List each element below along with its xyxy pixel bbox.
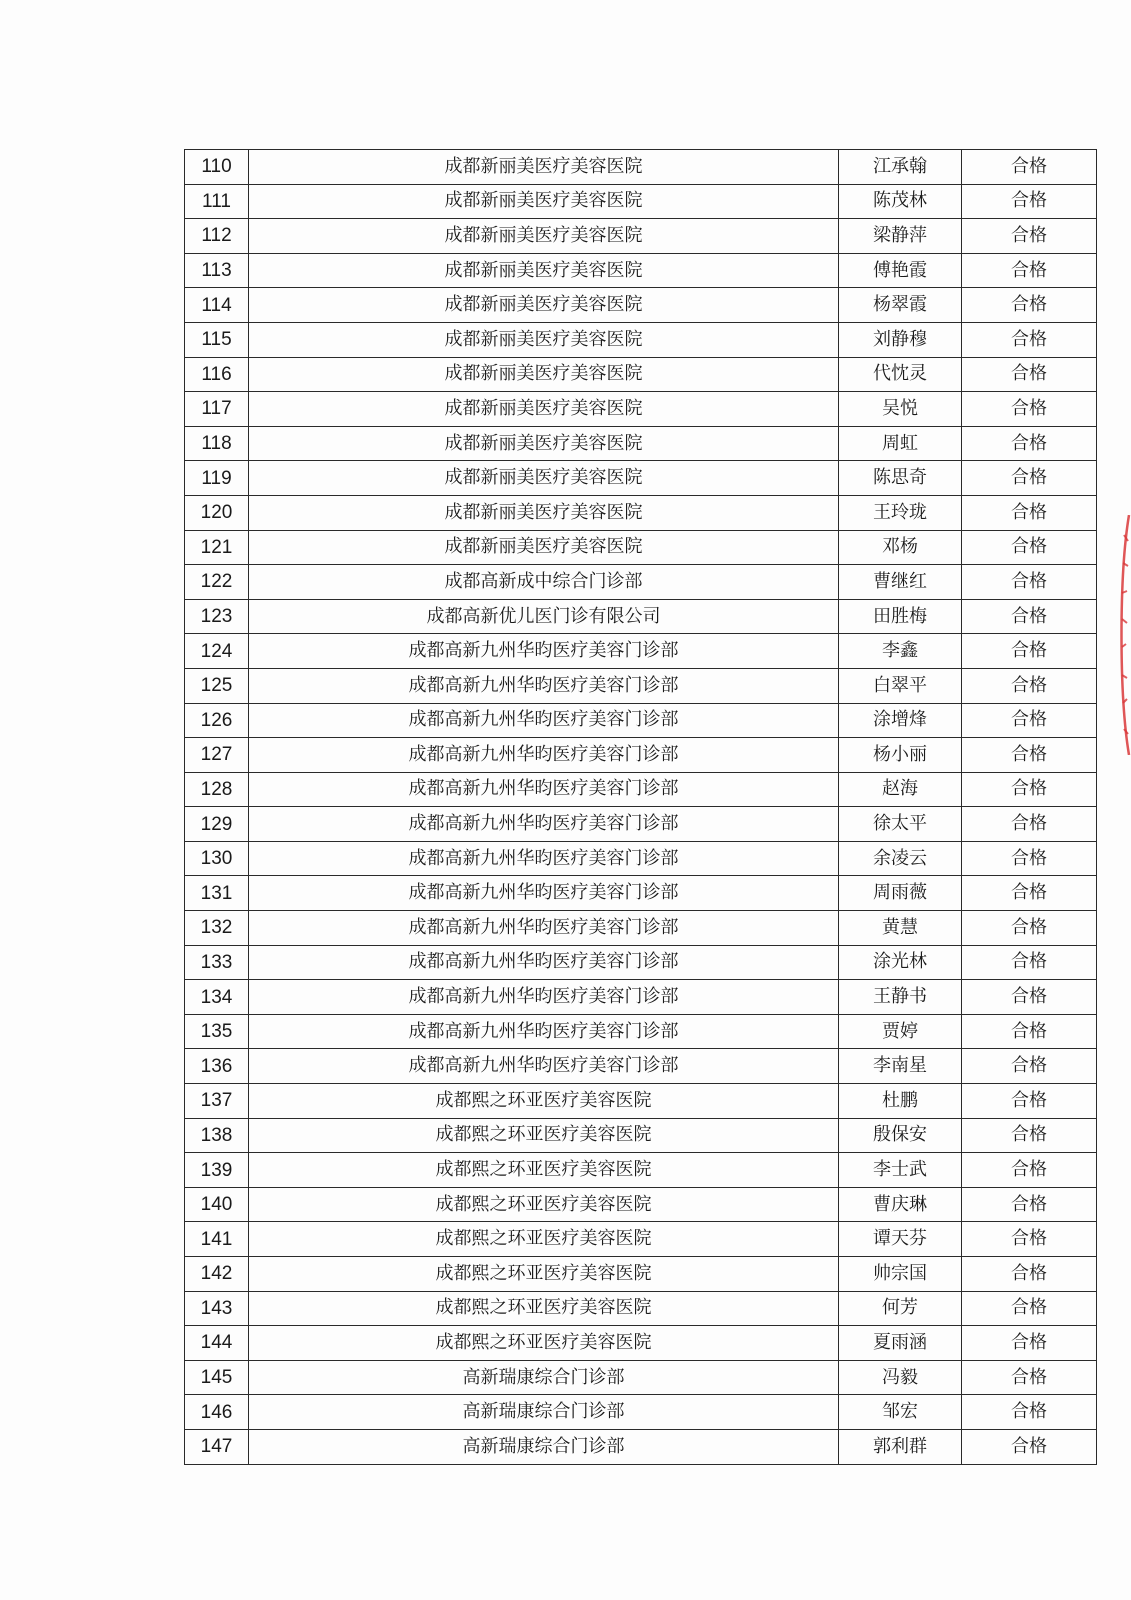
person-name-cell: 涂光林 (839, 945, 962, 980)
person-name-cell: 帅宗国 (839, 1257, 962, 1292)
person-name-cell: 江承翰 (839, 150, 962, 185)
institution-cell: 成都新丽美医疗美容医院 (249, 322, 839, 357)
row-number-cell: 145 (185, 1360, 249, 1395)
result-cell: 合格 (962, 668, 1097, 703)
person-name-cell: 梁静萍 (839, 219, 962, 254)
person-name-cell: 徐太平 (839, 807, 962, 842)
institution-cell: 成都新丽美医疗美容医院 (249, 392, 839, 427)
institution-cell: 成都高新成中综合门诊部 (249, 565, 839, 600)
result-cell: 合格 (962, 911, 1097, 946)
institution-cell: 成都熙之环亚医疗美容医院 (249, 1257, 839, 1292)
table-row (185, 150, 1097, 185)
row-number-cell: 142 (185, 1257, 249, 1292)
institution-cell: 成都熙之环亚医疗美容医院 (249, 1187, 839, 1222)
table-row (185, 1187, 1097, 1222)
result-cell: 合格 (962, 288, 1097, 323)
result-cell: 合格 (962, 634, 1097, 669)
result-cell: 合格 (962, 1360, 1097, 1395)
table-row (185, 945, 1097, 980)
table-row (185, 565, 1097, 600)
table-row (185, 1049, 1097, 1084)
table-row (185, 876, 1097, 911)
result-cell: 合格 (962, 1222, 1097, 1257)
person-name-cell: 刘静穆 (839, 322, 962, 357)
row-number-cell: 143 (185, 1291, 249, 1326)
table-row (185, 807, 1097, 842)
result-cell: 合格 (962, 150, 1097, 185)
person-name-cell: 王玲珑 (839, 495, 962, 530)
person-name-cell: 赵海 (839, 772, 962, 807)
row-number-cell: 132 (185, 911, 249, 946)
table-row (185, 288, 1097, 323)
row-number-cell: 125 (185, 668, 249, 703)
institution-cell: 成都新丽美医疗美容医院 (249, 219, 839, 254)
row-number-cell: 124 (185, 634, 249, 669)
row-number-cell: 110 (185, 150, 249, 185)
person-name-cell: 夏雨涵 (839, 1326, 962, 1361)
result-cell: 合格 (962, 495, 1097, 530)
institution-cell: 成都熙之环亚医疗美容医院 (249, 1118, 839, 1153)
row-number-cell: 135 (185, 1014, 249, 1049)
table-row (185, 911, 1097, 946)
row-number-cell: 130 (185, 841, 249, 876)
result-cell: 合格 (962, 530, 1097, 565)
person-name-cell: 余凌云 (839, 841, 962, 876)
institution-cell: 成都新丽美医疗美容医院 (249, 253, 839, 288)
row-number-cell: 111 (185, 184, 249, 219)
institution-cell: 成都高新九州华昀医疗美容门诊部 (249, 807, 839, 842)
result-cell: 合格 (962, 945, 1097, 980)
table-row (185, 1360, 1097, 1395)
table-row (185, 530, 1097, 565)
table-row (185, 426, 1097, 461)
row-number-cell: 146 (185, 1395, 249, 1430)
result-cell: 合格 (962, 1257, 1097, 1292)
institution-cell: 成都高新九州华昀医疗美容门诊部 (249, 1049, 839, 1084)
person-name-cell: 王静书 (839, 980, 962, 1015)
result-cell: 合格 (962, 1153, 1097, 1188)
result-cell: 合格 (962, 599, 1097, 634)
result-cell: 合格 (962, 980, 1097, 1015)
roster-table (184, 149, 1097, 1465)
institution-cell: 成都熙之环亚医疗美容医院 (249, 1326, 839, 1361)
result-cell: 合格 (962, 703, 1097, 738)
table-row (185, 668, 1097, 703)
table-row (185, 322, 1097, 357)
person-name-cell: 周雨薇 (839, 876, 962, 911)
result-cell: 合格 (962, 461, 1097, 496)
row-number-cell: 147 (185, 1429, 249, 1464)
person-name-cell: 曹继红 (839, 565, 962, 600)
table-row (185, 634, 1097, 669)
table-row (185, 495, 1097, 530)
row-number-cell: 126 (185, 703, 249, 738)
person-name-cell: 李南星 (839, 1049, 962, 1084)
institution-cell: 成都高新九州华昀医疗美容门诊部 (249, 911, 839, 946)
row-number-cell: 116 (185, 357, 249, 392)
table-row (185, 1118, 1097, 1153)
person-name-cell: 周虹 (839, 426, 962, 461)
person-name-cell: 代忱灵 (839, 357, 962, 392)
result-cell: 合格 (962, 807, 1097, 842)
institution-cell: 成都熙之环亚医疗美容医院 (249, 1153, 839, 1188)
row-number-cell: 118 (185, 426, 249, 461)
result-cell: 合格 (962, 392, 1097, 427)
institution-cell: 成都新丽美医疗美容医院 (249, 288, 839, 323)
table-row (185, 357, 1097, 392)
institution-cell: 高新瑞康综合门诊部 (249, 1395, 839, 1430)
result-cell: 合格 (962, 1395, 1097, 1430)
row-number-cell: 138 (185, 1118, 249, 1153)
person-name-cell: 陈思奇 (839, 461, 962, 496)
result-cell: 合格 (962, 322, 1097, 357)
table-row (185, 219, 1097, 254)
table-row (185, 703, 1097, 738)
table-row (185, 738, 1097, 773)
result-cell: 合格 (962, 772, 1097, 807)
result-cell: 合格 (962, 1084, 1097, 1119)
row-number-cell: 139 (185, 1153, 249, 1188)
table-row (185, 1326, 1097, 1361)
institution-cell: 成都高新九州华昀医疗美容门诊部 (249, 738, 839, 773)
person-name-cell: 吴悦 (839, 392, 962, 427)
person-name-cell: 殷保安 (839, 1118, 962, 1153)
institution-cell: 成都新丽美医疗美容医院 (249, 184, 839, 219)
person-name-cell: 杜鹏 (839, 1084, 962, 1119)
result-cell: 合格 (962, 219, 1097, 254)
person-name-cell: 何芳 (839, 1291, 962, 1326)
row-number-cell: 123 (185, 599, 249, 634)
person-name-cell: 李士武 (839, 1153, 962, 1188)
row-number-cell: 115 (185, 322, 249, 357)
institution-cell: 成都熙之环亚医疗美容医院 (249, 1291, 839, 1326)
table-row (185, 392, 1097, 427)
institution-cell: 成都高新九州华昀医疗美容门诊部 (249, 703, 839, 738)
table-row (185, 1222, 1097, 1257)
table-row (185, 1257, 1097, 1292)
row-number-cell: 141 (185, 1222, 249, 1257)
row-number-cell: 114 (185, 288, 249, 323)
result-cell: 合格 (962, 1429, 1097, 1464)
table-row (185, 980, 1097, 1015)
person-name-cell: 谭天芬 (839, 1222, 962, 1257)
row-number-cell: 117 (185, 392, 249, 427)
institution-cell: 成都高新九州华昀医疗美容门诊部 (249, 980, 839, 1015)
row-number-cell: 119 (185, 461, 249, 496)
person-name-cell: 黄慧 (839, 911, 962, 946)
institution-cell: 成都高新九州华昀医疗美容门诊部 (249, 945, 839, 980)
table-row (185, 1014, 1097, 1049)
person-name-cell: 杨翠霞 (839, 288, 962, 323)
institution-cell: 成都高新九州华昀医疗美容门诊部 (249, 1014, 839, 1049)
person-name-cell: 冯毅 (839, 1360, 962, 1395)
table-row (185, 1153, 1097, 1188)
row-number-cell: 113 (185, 253, 249, 288)
table-row (185, 1084, 1097, 1119)
person-name-cell: 邹宏 (839, 1395, 962, 1430)
row-number-cell: 122 (185, 565, 249, 600)
result-cell: 合格 (962, 184, 1097, 219)
table-row (185, 253, 1097, 288)
result-cell: 合格 (962, 1014, 1097, 1049)
table-row (185, 1429, 1097, 1464)
person-name-cell: 傅艳霞 (839, 253, 962, 288)
table-row (185, 772, 1097, 807)
table-row (185, 841, 1097, 876)
result-cell: 合格 (962, 841, 1097, 876)
person-name-cell: 陈茂林 (839, 184, 962, 219)
row-number-cell: 112 (185, 219, 249, 254)
result-cell: 合格 (962, 738, 1097, 773)
institution-cell: 高新瑞康综合门诊部 (249, 1429, 839, 1464)
row-number-cell: 129 (185, 807, 249, 842)
institution-cell: 成都高新九州华昀医疗美容门诊部 (249, 841, 839, 876)
row-number-cell: 136 (185, 1049, 249, 1084)
person-name-cell: 贾婷 (839, 1014, 962, 1049)
result-cell: 合格 (962, 1049, 1097, 1084)
institution-cell: 成都熙之环亚医疗美容医院 (249, 1222, 839, 1257)
person-name-cell: 邓杨 (839, 530, 962, 565)
table-row (185, 461, 1097, 496)
row-number-cell: 137 (185, 1084, 249, 1119)
row-number-cell: 140 (185, 1187, 249, 1222)
table-row (185, 599, 1097, 634)
result-cell: 合格 (962, 876, 1097, 911)
result-cell: 合格 (962, 1326, 1097, 1361)
table-row (185, 1291, 1097, 1326)
red-seal-fragment (1115, 515, 1131, 755)
result-cell: 合格 (962, 357, 1097, 392)
result-cell: 合格 (962, 565, 1097, 600)
institution-cell: 成都新丽美医疗美容医院 (249, 150, 839, 185)
institution-cell: 成都新丽美医疗美容医院 (249, 461, 839, 496)
institution-cell: 成都高新九州华昀医疗美容门诊部 (249, 634, 839, 669)
table-row (185, 1395, 1097, 1430)
row-number-cell: 121 (185, 530, 249, 565)
result-cell: 合格 (962, 426, 1097, 461)
row-number-cell: 144 (185, 1326, 249, 1361)
row-number-cell: 134 (185, 980, 249, 1015)
institution-cell: 成都高新九州华昀医疗美容门诊部 (249, 668, 839, 703)
institution-cell: 成都新丽美医疗美容医院 (249, 426, 839, 461)
result-cell: 合格 (962, 1291, 1097, 1326)
institution-cell: 成都高新优儿医门诊有限公司 (249, 599, 839, 634)
table-row (185, 184, 1097, 219)
person-name-cell: 李鑫 (839, 634, 962, 669)
person-name-cell: 白翠平 (839, 668, 962, 703)
institution-cell: 成都新丽美医疗美容医院 (249, 495, 839, 530)
person-name-cell: 曹庆琳 (839, 1187, 962, 1222)
institution-cell: 成都高新九州华昀医疗美容门诊部 (249, 772, 839, 807)
row-number-cell: 133 (185, 945, 249, 980)
person-name-cell: 涂增烽 (839, 703, 962, 738)
row-number-cell: 128 (185, 772, 249, 807)
institution-cell: 成都熙之环亚医疗美容医院 (249, 1084, 839, 1119)
roster-table-body (185, 150, 1097, 1465)
institution-cell: 成都新丽美医疗美容医院 (249, 530, 839, 565)
row-number-cell: 127 (185, 738, 249, 773)
result-cell: 合格 (962, 1118, 1097, 1153)
institution-cell: 成都高新九州华昀医疗美容门诊部 (249, 876, 839, 911)
row-number-cell: 120 (185, 495, 249, 530)
institution-cell: 高新瑞康综合门诊部 (249, 1360, 839, 1395)
result-cell: 合格 (962, 1187, 1097, 1222)
institution-cell: 成都新丽美医疗美容医院 (249, 357, 839, 392)
row-number-cell: 131 (185, 876, 249, 911)
result-cell: 合格 (962, 253, 1097, 288)
person-name-cell: 杨小丽 (839, 738, 962, 773)
person-name-cell: 郭利群 (839, 1429, 962, 1464)
person-name-cell: 田胜梅 (839, 599, 962, 634)
